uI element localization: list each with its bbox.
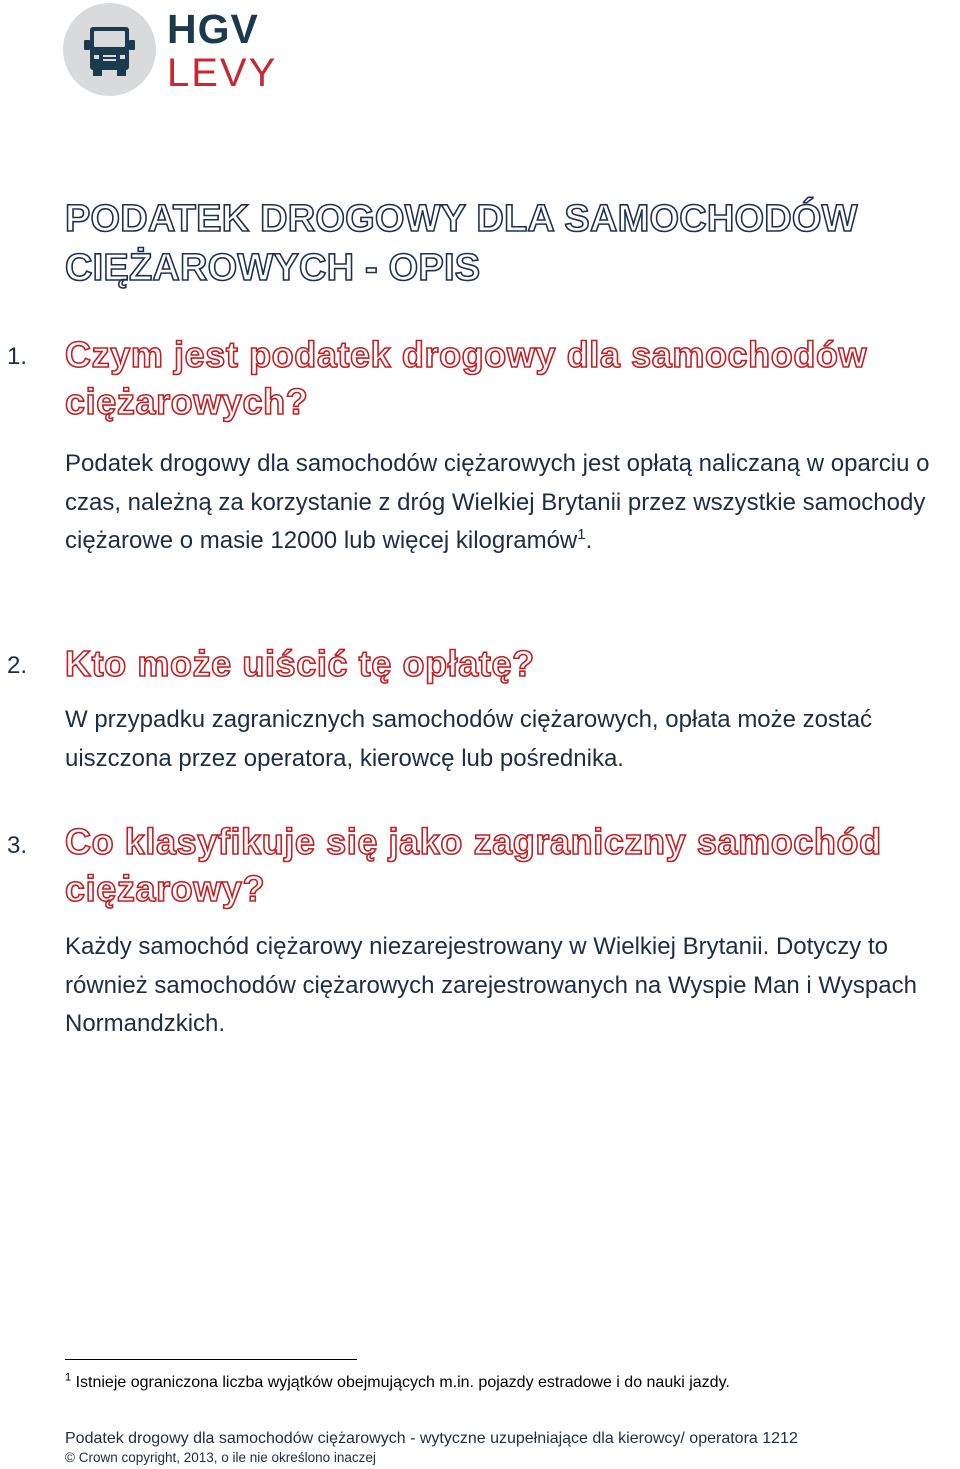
footer-document-title: Podatek drogowy dla samochodów ciężarowych - wytyczne uzupełniające dla kierowcy/ operatora 1212 <box>65 1430 798 1447</box>
section-body <box>65 445 955 561</box>
footnote-text: Istnieje ograniczona liczba wyjątków obejmujących m.in. pojazdy estradowe i do nauki jazdy. <box>75 1374 730 1391</box>
footnote <box>65 1368 955 1398</box>
section-heading: Co klasyfikuje się jako zagraniczny samochód ciężarowy? <box>65 821 882 909</box>
section-heading: Czym jest podatek drogowy dla samochodów ciężarowych? <box>65 334 868 422</box>
footnote-number: 1 <box>65 1371 72 1384</box>
logo-text-levy: LEVY <box>167 51 278 95</box>
logo-text-hgv: HGV <box>167 6 259 52</box>
section-heading: Kto może uiścić tę opłatę? <box>65 643 535 684</box>
section-body-text: Podatek drogowy dla samochodów ciężarowych jest opłatą naliczaną w oparciu o czas, należną za korzystanie z dróg Wielkiej Brytanii przez wszystkie samochody ciężarowe o masie 12000 lub więcej kilogramów <box>65 450 930 554</box>
footnote-separator <box>65 1359 357 1360</box>
footnote-reference: 1 <box>577 526 586 543</box>
section-number: 1. <box>7 343 28 370</box>
document-title: PODATEK DROGOWY DLA SAMOCHODÓW CIĘŻAROWYCH - OPIS <box>65 198 858 289</box>
footer-copyright: © Crown copyright, 2013, o ile nie określono inaczej <box>65 1450 376 1465</box>
logo-badge <box>63 3 156 96</box>
truck-icon <box>63 3 156 96</box>
hgv-levy-logo <box>63 3 293 98</box>
section-body: W przypadku zagranicznych samochodów ciężarowych, opłata może zostać uiszczona przez operatora, kierowcę lub pośrednika. <box>65 706 873 772</box>
section-body-end: . <box>585 527 593 554</box>
section-number: 2. <box>7 652 28 679</box>
section-number: 3. <box>7 832 28 859</box>
section-body: Każdy samochód ciężarowy niezarejestrowany w Wielkiej Brytanii. Dotyczy to również samochodów ciężarowych zarejestrowanych na Wyspie Man i Wyspach Normandzkich. <box>65 933 917 1037</box>
